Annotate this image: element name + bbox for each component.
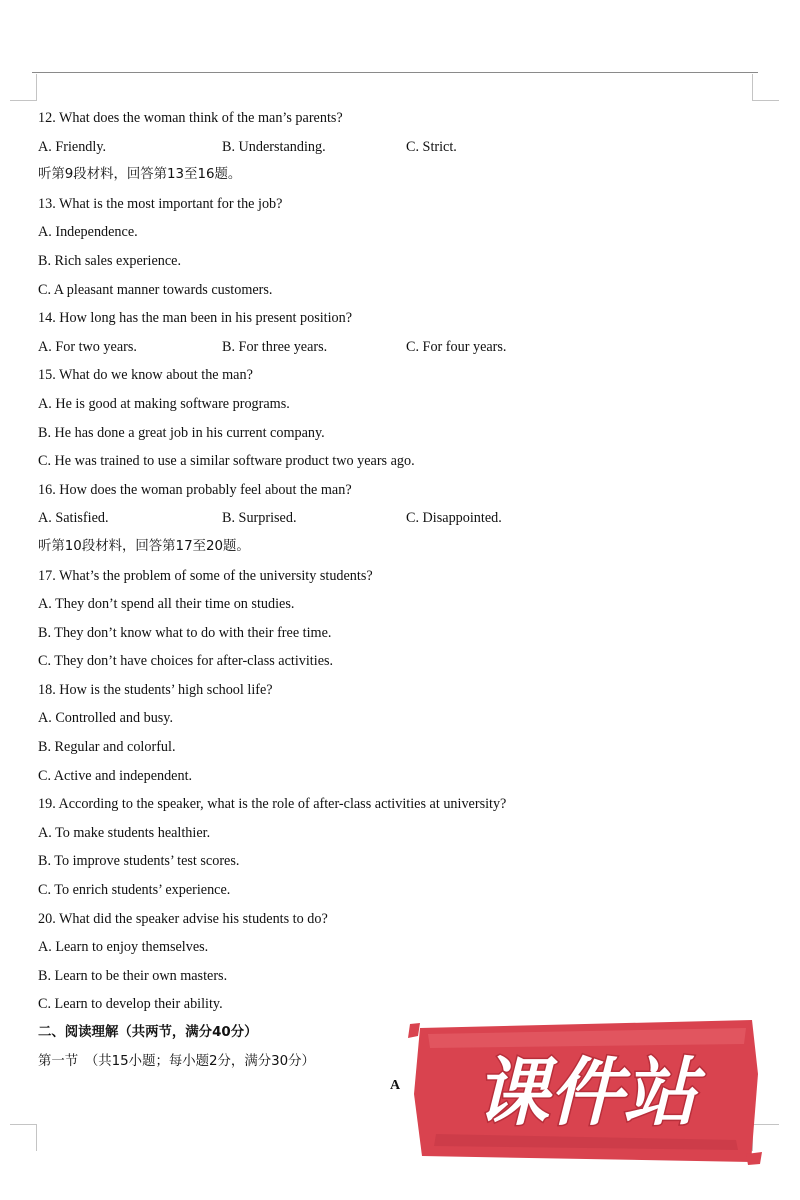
question-line: 19. According to the speaker, what is the role of after-class activities at university? <box>38 796 507 813</box>
question-line: C. He was trained to use a similar software product two years ago. <box>38 453 415 470</box>
option-c: C. For four years. <box>406 338 507 355</box>
question-line: C. A pleasant manner towards customers. <box>38 281 273 298</box>
question-line: B. They don’t know what to do with their free time. <box>38 624 332 641</box>
question-line: B. To improve students’ test scores. <box>38 853 240 870</box>
option-a: A. For two years. <box>38 338 137 355</box>
crop-mark-top-right <box>752 74 779 101</box>
instruction-line: 第一节 （共15小题；每小题2分，满分30分） <box>38 1053 315 1069</box>
crop-mark-bottom-left <box>10 1124 37 1151</box>
option-a: A. Satisfied. <box>38 510 109 527</box>
question-line: 13. What is the most important for the job? <box>38 195 283 212</box>
question-line: 20. What did the speaker advise his students to do? <box>38 910 328 927</box>
question-line: A. To make students healthier. <box>38 824 211 841</box>
option-c: C. Strict. <box>406 138 457 155</box>
question-line: 12. What does the woman think of the man’s parents? <box>38 110 343 126</box>
question-line: B. Rich sales experience. <box>38 252 182 269</box>
options-row <box>38 333 738 362</box>
options-row <box>38 133 738 162</box>
question-line: B. Regular and colorful. <box>38 739 176 756</box>
header-rule <box>32 72 758 73</box>
option-b: B. Understanding. <box>222 138 326 155</box>
question-line: C. Learn to develop their ability. <box>38 996 223 1013</box>
watermark-text: 课件站 <box>475 1050 697 1136</box>
question-line: 18. How is the students’ high school life? <box>38 681 273 698</box>
section-heading: 二、阅读理解（共两节，满分40分） <box>38 1025 258 1040</box>
question-line: A. Independence. <box>38 224 138 241</box>
question-line: A. Learn to enjoy themselves. <box>38 939 209 956</box>
crop-mark-top-left <box>10 74 37 101</box>
question-line: B. He has done a great job in his current company. <box>38 424 325 441</box>
question-line: 15. What do we know about the man? <box>38 367 253 384</box>
instruction-line: 听第9段材料，回答第13至16题。 <box>38 167 242 183</box>
question-line: B. Learn to be their own masters. <box>38 967 228 984</box>
options-row <box>38 504 738 533</box>
option-b: B. For three years. <box>222 338 328 355</box>
instruction-line: 听第10段材料，回答第17至20题。 <box>38 538 250 554</box>
option-a: A. Friendly. <box>38 138 107 155</box>
question-line: A. He is good at making software programs. <box>38 395 290 412</box>
passage-heading-fragment: A <box>390 1078 401 1093</box>
option-b: B. Surprised. <box>222 510 297 527</box>
question-line: A. They don’t spend all their time on studies. <box>38 596 295 613</box>
option-c: C. Disappointed. <box>406 510 502 527</box>
watermark-logo <box>406 1014 764 1166</box>
question-line: A. Controlled and busy. <box>38 710 174 727</box>
question-line: 14. How long has the man been in his present position? <box>38 310 353 327</box>
question-line: 17. What’s the problem of some of the university students? <box>38 567 373 584</box>
question-line: C. Active and independent. <box>38 767 193 784</box>
question-line: C. To enrich students’ experience. <box>38 882 231 899</box>
question-line: C. They don’t have choices for after-class activities. <box>38 653 334 670</box>
document-body <box>38 104 738 1076</box>
question-line: 16. How does the woman probably feel about the man? <box>38 481 352 498</box>
